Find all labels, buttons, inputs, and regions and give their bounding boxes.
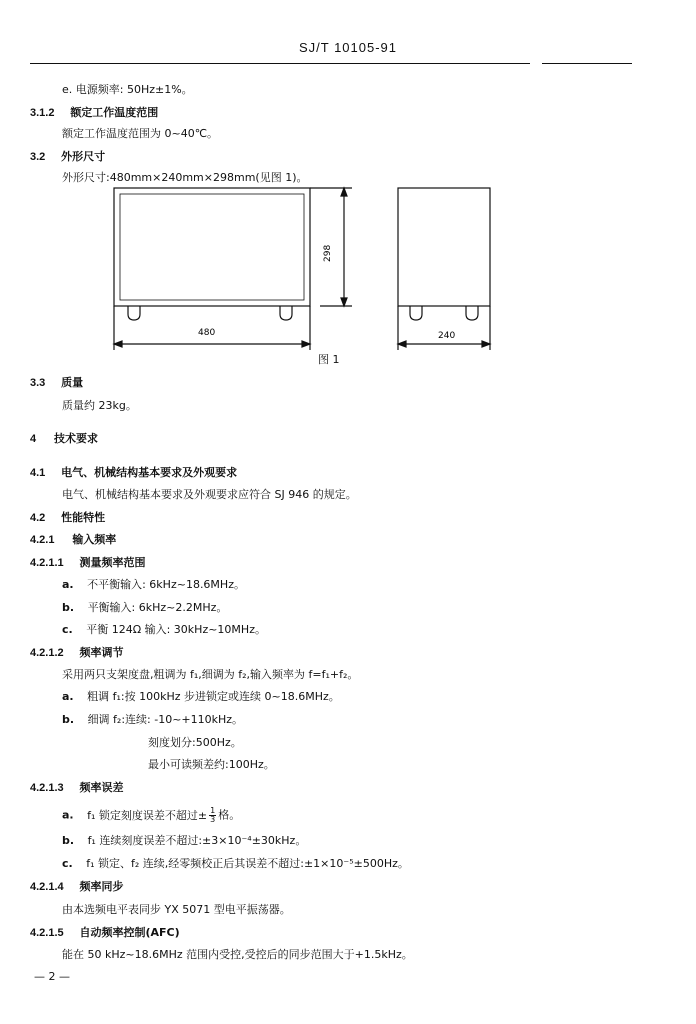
figure-1-dimension-drawing	[0, 180, 696, 370]
section-number: 3.1.2	[30, 107, 55, 119]
item-b-balanced-input	[62, 601, 227, 615]
item-text-post: 格。	[218, 808, 241, 822]
item-marker: c.	[62, 623, 73, 636]
item-b-fine-tuning	[62, 713, 243, 727]
section-4-2-1-1	[30, 556, 145, 570]
section-number: 4.2.1.1	[30, 557, 64, 569]
section-title: 额定工作温度范围	[70, 106, 159, 119]
section-3-1-2	[30, 106, 158, 120]
dimension-height: 298	[323, 244, 333, 262]
item-text: 粗调 f₁:按 100kHz 步进锁定或连续 0~18.6MHz。	[87, 690, 340, 703]
paragraph-4-2-1-5: 能在 50 kHz~18.6MHz 范围内受控,受控后的同步范围大于+1.5kHz。	[62, 948, 413, 961]
dimension-depth: 240	[438, 331, 456, 341]
standard-header: SJ/T 10105-91	[298, 40, 398, 55]
item-marker: a.	[62, 808, 74, 822]
section-title: 技术要求	[53, 432, 98, 445]
item-marker: b.	[62, 834, 75, 847]
section-4-1	[30, 466, 237, 480]
section-4-2-1-3	[30, 781, 123, 795]
section-title: 频率调节	[79, 646, 124, 659]
header-rule-right	[542, 63, 632, 64]
fraction-denominator: 3	[210, 815, 216, 824]
item-marker: a.	[62, 578, 74, 591]
side-view	[398, 188, 490, 350]
section-4-2-1-4	[30, 880, 123, 894]
section-4-2-1-5	[30, 926, 180, 940]
section-title: 外形尺寸	[61, 150, 106, 163]
section-number: 3.3	[30, 377, 46, 389]
item-c-zero-corrected-error	[62, 857, 409, 871]
item-text: 细调 f₂:连续: -10~+110kHz。	[87, 713, 244, 726]
section-title: 频率同步	[79, 880, 124, 893]
section-title: 质量	[61, 376, 84, 389]
section-3-3	[30, 376, 83, 390]
section-number: 4.2.1.3	[30, 782, 64, 794]
item-e-power-frequency: e. 电源频率: 50Hz±1%。	[62, 83, 193, 96]
section-number: 4	[30, 433, 37, 445]
fine-tuning-scale-division: 刻度划分:500Hz。	[148, 736, 242, 749]
dimension-width: 480	[198, 328, 216, 338]
fraction-numerator: 1	[210, 806, 216, 815]
item-marker: b.	[62, 601, 75, 614]
section-title: 自动频率控制(AFC)	[79, 926, 180, 939]
item-marker: b.	[62, 713, 75, 726]
paragraph-4-2-1-2: 采用两只支架度盘,粗调为 f₁,细调为 f₂,输入频率为 f=f₁+f₂。	[62, 668, 359, 681]
section-number: 4.2.1.2	[30, 647, 64, 659]
item-b-continuous-error	[62, 834, 306, 848]
section-4-2	[30, 511, 105, 525]
item-a-locked-error	[62, 807, 240, 824]
section-3-2	[30, 150, 105, 164]
item-marker: a.	[62, 690, 74, 703]
item-c-124-ohm-input	[62, 623, 266, 637]
page-number: — 2 —	[34, 970, 70, 983]
section-number: 4.2	[30, 512, 46, 524]
fraction-one-third	[209, 807, 216, 824]
section-4-2-1-2	[30, 646, 123, 660]
item-text: f₁ 连续刻度误差不超过:±3×10⁻⁴±30kHz。	[87, 834, 307, 847]
front-view	[114, 188, 352, 350]
item-text: 不平衡输入: 6kHz~18.6MHz。	[87, 578, 245, 591]
item-text: f₁ 锁定、f₂ 连续,经零频校正后其误差不超过:±1×10⁻⁵±500Hz。	[86, 857, 409, 870]
section-title: 输入频率	[72, 533, 117, 546]
item-text: 平衡 124Ω 输入: 30kHz~10MHz。	[86, 623, 266, 636]
paragraph-3-2: 外形尺寸:480mm×240mm×298mm(见图 1)。	[62, 171, 308, 184]
section-4-2-1	[30, 533, 116, 547]
paragraph-4-1: 电气、机械结构基本要求及外观要求应符合 SJ 946 的规定。	[62, 488, 357, 501]
section-number: 4.2.1	[30, 534, 55, 546]
section-4	[30, 432, 98, 446]
fine-tuning-min-readable: 最小可读频差约:100Hz。	[148, 758, 275, 771]
section-title: 电气、机械结构基本要求及外观要求	[61, 466, 238, 479]
figure-caption: 图 1	[318, 353, 340, 366]
item-marker: c.	[62, 857, 73, 870]
paragraph-4-2-1-4: 由本选频电平表同步 YX 5071 型电平振荡器。	[62, 903, 291, 916]
section-number: 4.1	[30, 467, 46, 479]
item-a-coarse-tuning	[62, 690, 340, 704]
section-number: 4.2.1.4	[30, 881, 64, 893]
section-number: 4.2.1.5	[30, 927, 64, 939]
section-title: 频率误差	[79, 781, 124, 794]
paragraph-3-3: 质量约 23kg。	[62, 399, 137, 412]
paragraph-3-1-2: 额定工作温度范围为 0~40℃。	[62, 127, 219, 140]
item-text-pre: f₁ 锁定刻度误差不超过±	[87, 808, 208, 822]
item-text: 平衡输入: 6kHz~2.2MHz。	[87, 601, 228, 614]
item-a-unbalanced-input	[62, 578, 245, 592]
section-title: 测量频率范围	[79, 556, 146, 569]
section-number: 3.2	[30, 151, 46, 163]
section-title: 性能特性	[61, 511, 106, 524]
header-rule-left	[30, 63, 530, 64]
